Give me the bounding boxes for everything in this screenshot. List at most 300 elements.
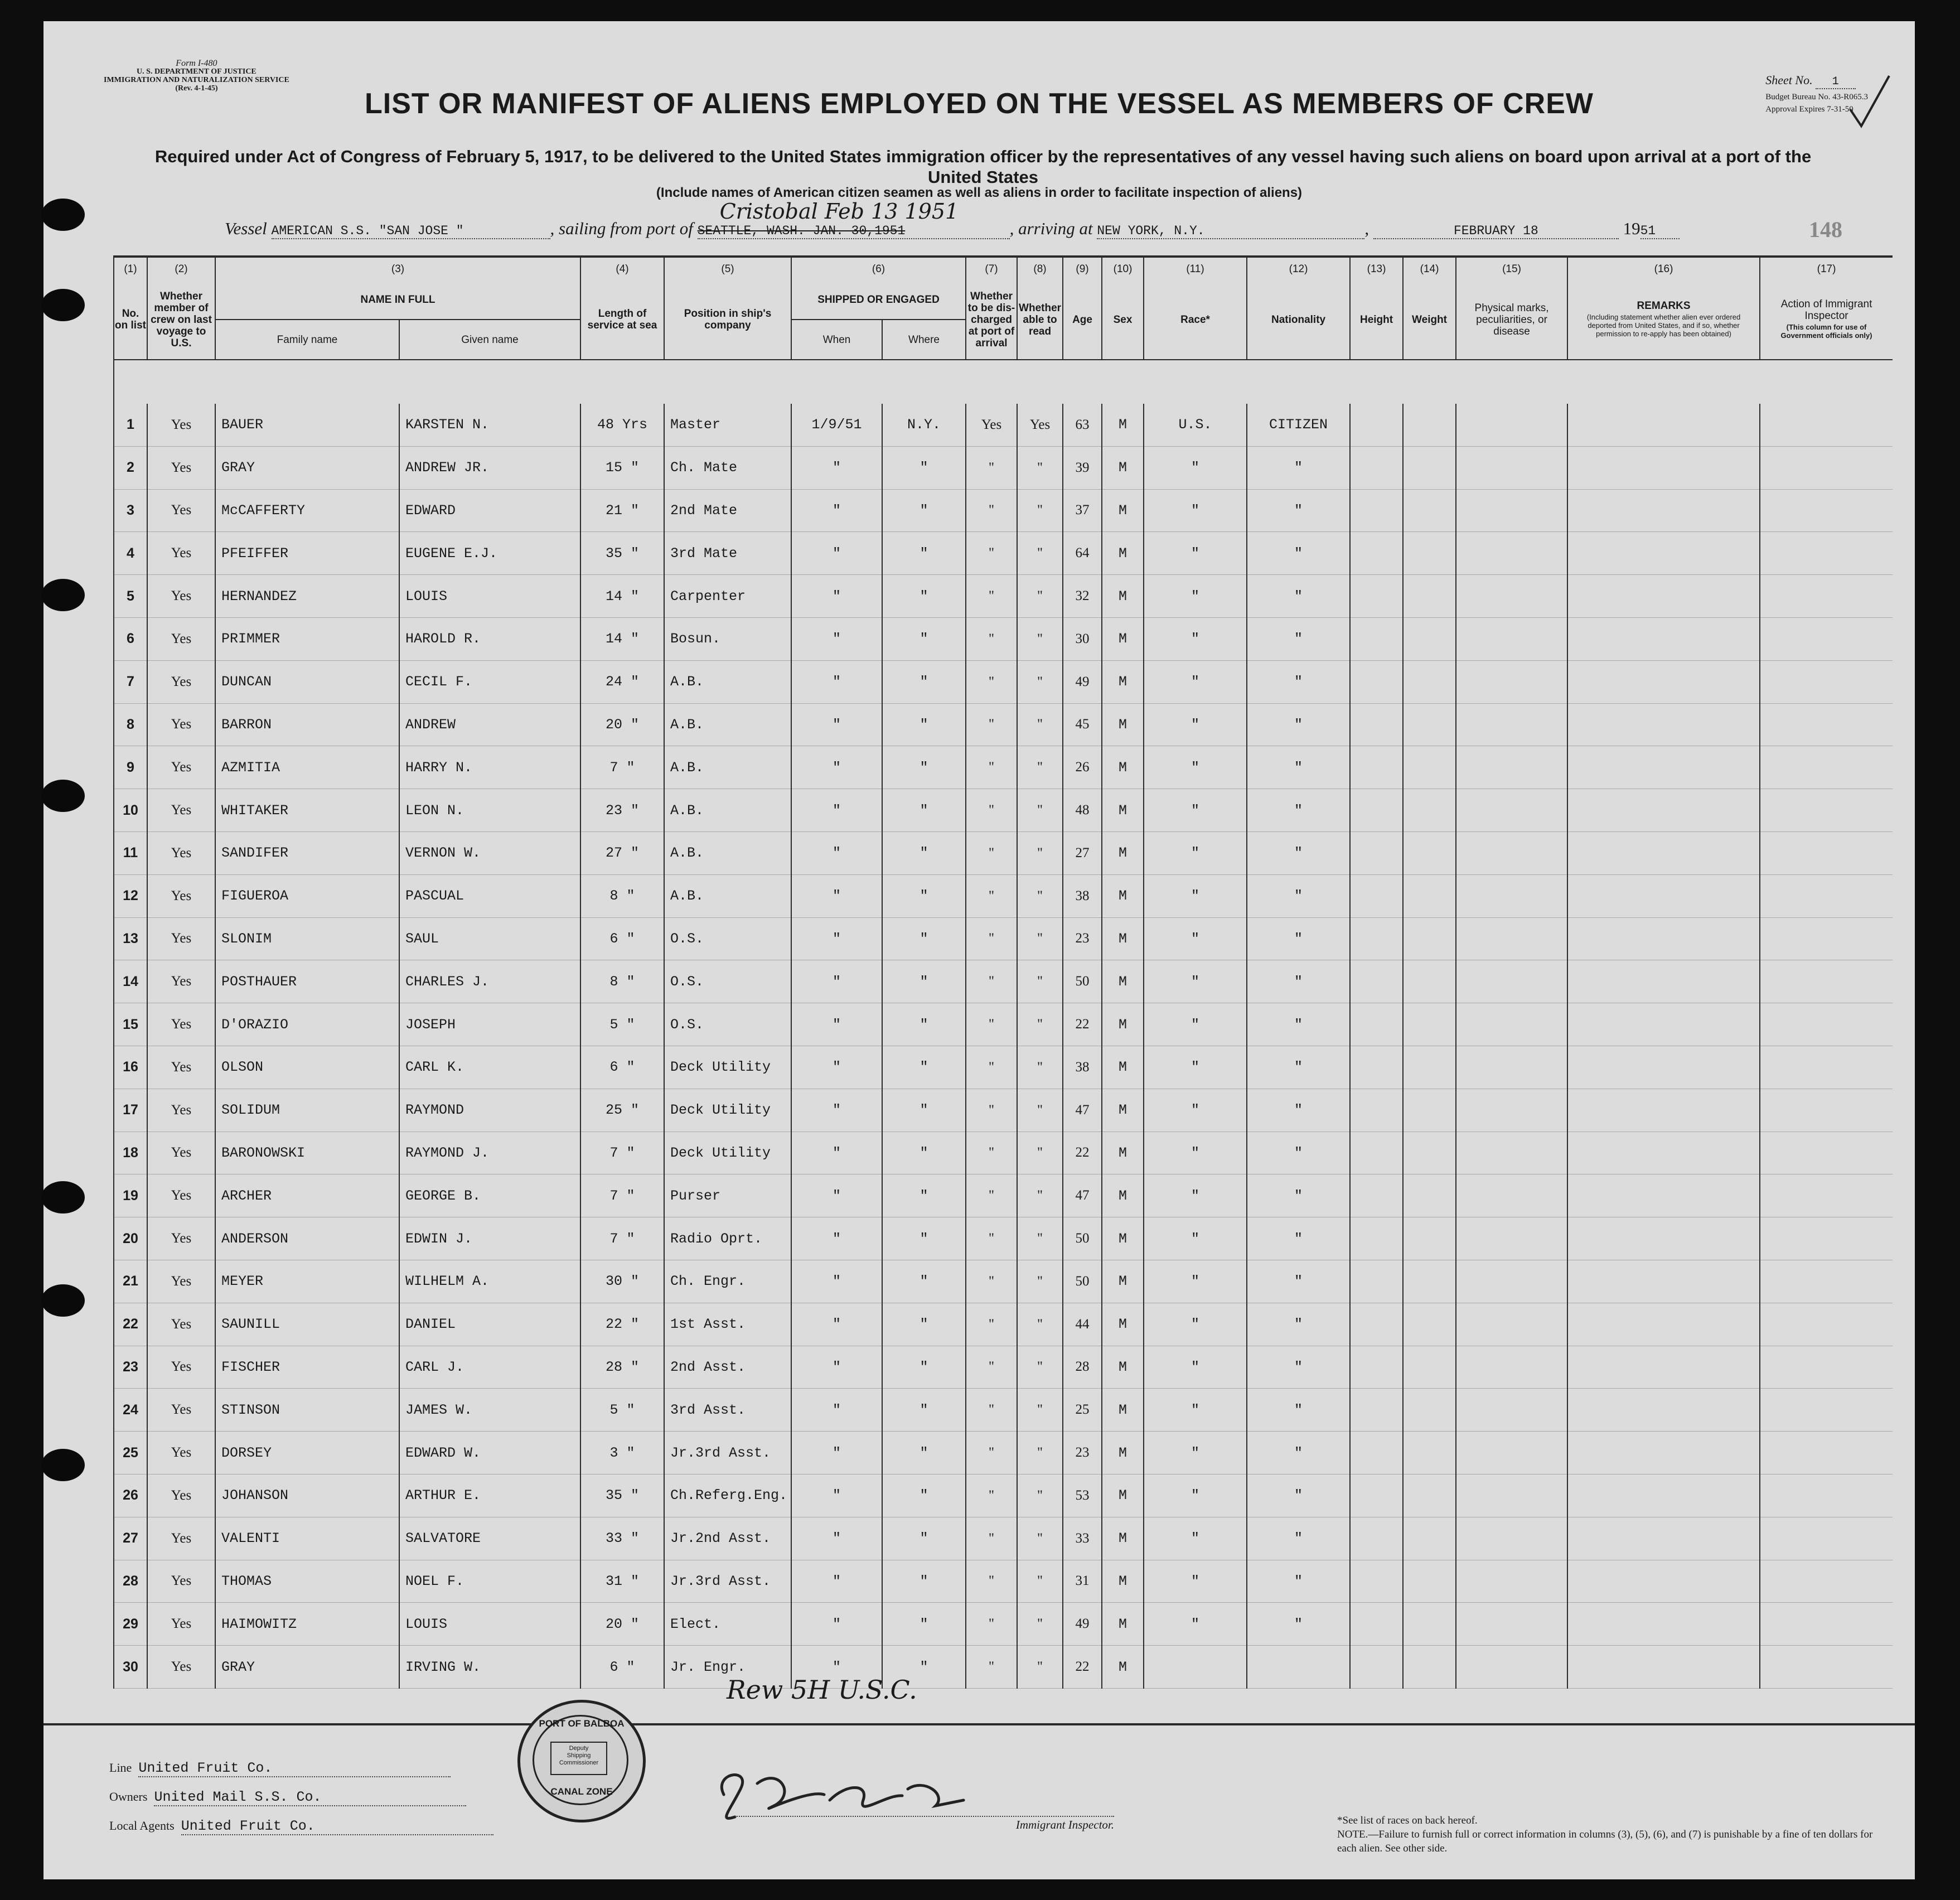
row-age: 28 — [1063, 1346, 1102, 1389]
row-length-service: 22 " — [580, 1303, 664, 1346]
row-nationality — [1247, 1646, 1350, 1689]
row-age: 45 — [1063, 703, 1102, 746]
row-age: 26 — [1063, 746, 1102, 789]
row-nationality: CITIZEN — [1247, 404, 1350, 446]
sheet-value: 1 — [1816, 75, 1856, 89]
row-discharged: " — [966, 874, 1017, 917]
row-remarks — [1567, 1260, 1760, 1303]
row-number: 4 — [114, 532, 147, 575]
row-family-name: JOHANSON — [215, 1474, 399, 1517]
row-member-last-voyage: Yes — [147, 1474, 215, 1517]
row-action — [1760, 703, 1893, 746]
row-discharged: " — [966, 1217, 1017, 1260]
header-discharged: Whether to be dis-charged at port of arrival — [966, 280, 1017, 360]
row-remarks — [1567, 1046, 1760, 1089]
row-discharged: " — [966, 1003, 1017, 1046]
row-action — [1760, 1432, 1893, 1474]
row-nationality: " — [1247, 489, 1350, 532]
row-where: " — [882, 617, 966, 660]
row-when: " — [791, 532, 882, 575]
row-nationality: " — [1247, 1603, 1350, 1646]
row-physical-marks — [1456, 1389, 1567, 1432]
row-weight — [1403, 1474, 1456, 1517]
row-nationality: " — [1247, 532, 1350, 575]
row-sex: M — [1102, 404, 1144, 446]
action-title: Action of Immigrant Inspector — [1780, 298, 1872, 322]
row-number: 22 — [114, 1303, 147, 1346]
row-physical-marks — [1456, 575, 1567, 618]
row-where: " — [882, 1303, 966, 1346]
row-where: " — [882, 1474, 966, 1517]
row-sex: M — [1102, 1646, 1144, 1689]
row-number: 3 — [114, 489, 147, 532]
row-length-service: 8 " — [580, 874, 664, 917]
row-race: " — [1144, 1174, 1247, 1217]
row-action — [1760, 660, 1893, 703]
row-remarks — [1567, 617, 1760, 660]
row-family-name: D'ORAZIO — [215, 1003, 399, 1046]
row-member-last-voyage: Yes — [147, 1346, 215, 1389]
row-sex: M — [1102, 960, 1144, 1003]
table-row — [114, 1089, 1893, 1132]
row-length-service: 35 " — [580, 1474, 664, 1517]
row-position: Jr.2nd Asst. — [664, 1517, 791, 1560]
table-row — [114, 446, 1893, 489]
row-where: " — [882, 1603, 966, 1646]
row-sex: M — [1102, 874, 1144, 917]
row-physical-marks — [1456, 404, 1567, 446]
table-row — [114, 746, 1893, 789]
row-where: " — [882, 1132, 966, 1174]
footnote — [1337, 1814, 1884, 1855]
row-where: " — [882, 1389, 966, 1432]
table-row — [114, 1003, 1893, 1046]
row-length-service: 8 " — [580, 960, 664, 1003]
row-age: 50 — [1063, 1260, 1102, 1303]
row-height — [1350, 917, 1403, 960]
row-weight — [1403, 1003, 1456, 1046]
port-from-handwritten: Cristobal Feb 13 1951 — [719, 199, 959, 224]
row-height — [1350, 703, 1403, 746]
col-11-number: (11) — [1144, 257, 1247, 280]
row-sex: M — [1102, 1003, 1144, 1046]
table-row — [114, 917, 1893, 960]
col-16-number: (16) — [1567, 257, 1760, 280]
row-number: 11 — [114, 831, 147, 874]
row-physical-marks — [1456, 746, 1567, 789]
col-5-number: (5) — [664, 257, 791, 280]
header-when: When — [791, 320, 882, 360]
row-remarks — [1567, 1132, 1760, 1174]
row-physical-marks — [1456, 489, 1567, 532]
row-remarks — [1567, 1346, 1760, 1389]
row-given-name: ARTHUR E. — [399, 1474, 580, 1517]
row-family-name: WHITAKER — [215, 789, 399, 832]
row-able-read: " — [1017, 446, 1063, 489]
row-age: 25 — [1063, 1389, 1102, 1432]
row-height — [1350, 660, 1403, 703]
row-height — [1350, 1560, 1403, 1603]
row-where: " — [882, 575, 966, 618]
row-length-service: 5 " — [580, 1389, 664, 1432]
punch-hole — [41, 1181, 85, 1214]
row-height — [1350, 831, 1403, 874]
row-weight — [1403, 446, 1456, 489]
row-where: " — [882, 1646, 966, 1689]
row-action — [1760, 1646, 1893, 1689]
row-number: 26 — [114, 1474, 147, 1517]
row-physical-marks — [1456, 831, 1567, 874]
row-given-name: EDWARD W. — [399, 1432, 580, 1474]
row-race: " — [1144, 532, 1247, 575]
table-row — [114, 789, 1893, 832]
handwritten-note: Rew 5H U.S.C. — [727, 1675, 917, 1705]
row-remarks — [1567, 1389, 1760, 1432]
header-action — [1760, 280, 1893, 360]
row-height — [1350, 1432, 1403, 1474]
row-number: 17 — [114, 1089, 147, 1132]
row-height — [1350, 1389, 1403, 1432]
row-race: " — [1144, 1132, 1247, 1174]
row-given-name: LEON N. — [399, 789, 580, 832]
row-height — [1350, 1474, 1403, 1517]
row-number: 27 — [114, 1517, 147, 1560]
header-nationality: Nationality — [1247, 280, 1350, 360]
row-sex: M — [1102, 746, 1144, 789]
row-age: 23 — [1063, 1432, 1102, 1474]
row-member-last-voyage: Yes — [147, 917, 215, 960]
row-remarks — [1567, 789, 1760, 832]
row-race: " — [1144, 660, 1247, 703]
row-nationality: " — [1247, 1517, 1350, 1560]
row-given-name: LOUIS — [399, 1603, 580, 1646]
row-able-read: " — [1017, 1046, 1063, 1089]
row-weight — [1403, 1432, 1456, 1474]
row-discharged: " — [966, 703, 1017, 746]
row-given-name: VERNON W. — [399, 831, 580, 874]
footnote-note: NOTE.—Failure to furnish full or correct information in columns (3), (5), (6), and (7) is punishable by a fine of ten dollars for each alien. See other side. — [1337, 1829, 1873, 1854]
header-physical-marks: Physical marks, peculiarities, or disease — [1456, 280, 1567, 360]
row-physical-marks — [1456, 1603, 1567, 1646]
row-when: " — [791, 1474, 882, 1517]
row-race: " — [1144, 831, 1247, 874]
row-number: 12 — [114, 874, 147, 917]
row-family-name: SAUNILL — [215, 1303, 399, 1346]
stamp-inner-3: Commissioner — [559, 1759, 599, 1766]
header-length-service: Length of service at sea — [580, 280, 664, 360]
row-nationality: " — [1247, 1003, 1350, 1046]
row-member-last-voyage: Yes — [147, 1517, 215, 1560]
row-remarks — [1567, 1174, 1760, 1217]
row-member-last-voyage: Yes — [147, 831, 215, 874]
row-position: Jr.3rd Asst. — [664, 1432, 791, 1474]
row-action — [1760, 1174, 1893, 1217]
row-weight — [1403, 917, 1456, 960]
row-length-service: 33 " — [580, 1517, 664, 1560]
col-15-number: (15) — [1456, 257, 1567, 280]
row-physical-marks — [1456, 1560, 1567, 1603]
row-member-last-voyage: Yes — [147, 1260, 215, 1303]
row-physical-marks — [1456, 1517, 1567, 1560]
row-age: 22 — [1063, 1132, 1102, 1174]
row-height — [1350, 1346, 1403, 1389]
row-number: 1 — [114, 404, 147, 446]
row-race — [1144, 1646, 1247, 1689]
col-13-number: (13) — [1350, 257, 1403, 280]
row-weight — [1403, 1517, 1456, 1560]
row-member-last-voyage: Yes — [147, 660, 215, 703]
row-height — [1350, 489, 1403, 532]
row-remarks — [1567, 874, 1760, 917]
footnote-races: *See list of races on back hereof. — [1337, 1815, 1478, 1826]
row-given-name: EUGENE E.J. — [399, 532, 580, 575]
row-family-name: DORSEY — [215, 1432, 399, 1474]
row-sex: M — [1102, 532, 1144, 575]
table-row — [114, 1346, 1893, 1389]
row-action — [1760, 1303, 1893, 1346]
row-remarks — [1567, 1303, 1760, 1346]
row-nationality: " — [1247, 1132, 1350, 1174]
row-when: " — [791, 1260, 882, 1303]
page-title: LIST OR MANIFEST OF ALIENS EMPLOYED ON THE VESSEL AS MEMBERS OF CREW — [365, 88, 1594, 120]
row-weight — [1403, 1560, 1456, 1603]
row-when: " — [791, 1217, 882, 1260]
row-nationality: " — [1247, 1389, 1350, 1432]
row-given-name: SALVATORE — [399, 1517, 580, 1560]
row-member-last-voyage: Yes — [147, 1174, 215, 1217]
row-action — [1760, 1003, 1893, 1046]
row-age: 63 — [1063, 404, 1102, 446]
header-where: Where — [882, 320, 966, 360]
row-discharged: " — [966, 1432, 1017, 1474]
header-family-name: Family name — [215, 320, 399, 360]
row-physical-marks — [1456, 960, 1567, 1003]
row-action — [1760, 575, 1893, 618]
row-where: " — [882, 1260, 966, 1303]
row-race: " — [1144, 1046, 1247, 1089]
row-weight — [1403, 746, 1456, 789]
row-sex: M — [1102, 917, 1144, 960]
row-height — [1350, 1046, 1403, 1089]
row-physical-marks — [1456, 874, 1567, 917]
row-race: " — [1144, 617, 1247, 660]
row-where: " — [882, 660, 966, 703]
row-given-name: ANDREW JR. — [399, 446, 580, 489]
row-physical-marks — [1456, 617, 1567, 660]
row-family-name: PRIMMER — [215, 617, 399, 660]
row-weight — [1403, 1303, 1456, 1346]
row-where: " — [882, 1003, 966, 1046]
row-where: " — [882, 1217, 966, 1260]
header-no-on-list: No. on list — [114, 280, 147, 360]
row-given-name: JAMES W. — [399, 1389, 580, 1432]
row-family-name: AZMITIA — [215, 746, 399, 789]
row-where: " — [882, 789, 966, 832]
approval-expires: Approval Expires 7-31-50 — [1765, 105, 1853, 114]
row-when: " — [791, 960, 882, 1003]
row-family-name: STINSON — [215, 1389, 399, 1432]
row-remarks — [1567, 1003, 1760, 1046]
port-from: SEATTLE, WASH. JAN. 30,1951 Cristobal Feb 13 1951 — [698, 224, 1010, 239]
row-race: " — [1144, 1346, 1247, 1389]
row-age: 50 — [1063, 1217, 1102, 1260]
row-given-name: SAUL — [399, 917, 580, 960]
agents-value: United Fruit Co. — [181, 1818, 493, 1835]
row-number: 7 — [114, 660, 147, 703]
vessel-label: Vessel — [225, 219, 267, 238]
row-nationality: " — [1247, 960, 1350, 1003]
row-height — [1350, 1217, 1403, 1260]
row-discharged: " — [966, 532, 1017, 575]
row-length-service: 30 " — [580, 1260, 664, 1303]
table-row — [114, 1432, 1893, 1474]
row-member-last-voyage: Yes — [147, 1003, 215, 1046]
row-weight — [1403, 1217, 1456, 1260]
row-length-service: 23 " — [580, 789, 664, 832]
row-race: " — [1144, 446, 1247, 489]
row-length-service: 14 " — [580, 617, 664, 660]
row-remarks — [1567, 404, 1760, 446]
row-given-name: DANIEL — [399, 1303, 580, 1346]
row-when: " — [791, 1003, 882, 1046]
row-age: 49 — [1063, 660, 1102, 703]
row-when: " — [791, 1046, 882, 1089]
row-length-service: 24 " — [580, 660, 664, 703]
remarks-note: (Including statement whether alien ever ordered deported from United States, and if so, whether permission to re-apply has been obtained) — [1586, 313, 1741, 338]
header-sex: Sex — [1102, 280, 1144, 360]
line-row — [109, 1760, 451, 1777]
row-physical-marks — [1456, 1089, 1567, 1132]
row-when: " — [791, 1346, 882, 1389]
row-given-name: PASCUAL — [399, 874, 580, 917]
punch-hole — [41, 199, 85, 231]
row-where: " — [882, 960, 966, 1003]
row-position: 3rd Asst. — [664, 1389, 791, 1432]
col-7-number: (7) — [966, 257, 1017, 280]
row-height — [1350, 404, 1403, 446]
row-member-last-voyage: Yes — [147, 404, 215, 446]
col-1-number: (1) — [114, 257, 147, 280]
row-where: " — [882, 1560, 966, 1603]
row-height — [1350, 746, 1403, 789]
table-row — [114, 1260, 1893, 1303]
row-race: U.S. — [1144, 404, 1247, 446]
row-able-read: " — [1017, 1517, 1063, 1560]
col-17-number: (17) — [1760, 257, 1893, 280]
row-member-last-voyage: Yes — [147, 617, 215, 660]
row-age: 64 — [1063, 532, 1102, 575]
row-remarks — [1567, 1603, 1760, 1646]
crew-rows — [114, 360, 1893, 1688]
col-14-number: (14) — [1403, 257, 1456, 280]
row-action — [1760, 960, 1893, 1003]
row-sex: M — [1102, 1303, 1144, 1346]
row-position: Ch.Referg.Eng. — [664, 1474, 791, 1517]
row-family-name: FISCHER — [215, 1346, 399, 1389]
row-where: " — [882, 703, 966, 746]
row-nationality: " — [1247, 874, 1350, 917]
row-able-read: " — [1017, 1560, 1063, 1603]
row-sex: M — [1102, 1089, 1144, 1132]
row-position: Jr. Engr. — [664, 1646, 791, 1689]
row-discharged: " — [966, 1174, 1017, 1217]
header-name-in-full: NAME IN FULL — [215, 280, 580, 320]
row-nationality: " — [1247, 1474, 1350, 1517]
row-able-read: " — [1017, 1646, 1063, 1689]
row-nationality: " — [1247, 575, 1350, 618]
row-position: O.S. — [664, 917, 791, 960]
row-given-name: KARSTEN N. — [399, 404, 580, 446]
agents-label: Local Agents — [109, 1819, 175, 1833]
row-nationality: " — [1247, 1260, 1350, 1303]
row-length-service: 28 " — [580, 1346, 664, 1389]
row-family-name: POSTHAUER — [215, 960, 399, 1003]
row-weight — [1403, 1174, 1456, 1217]
row-height — [1350, 1603, 1403, 1646]
table-row — [114, 1389, 1893, 1432]
row-position: Deck Utility — [664, 1132, 791, 1174]
row-remarks — [1567, 575, 1760, 618]
row-member-last-voyage: Yes — [147, 746, 215, 789]
row-nationality: " — [1247, 1346, 1350, 1389]
header-shipped-engaged: SHIPPED OR ENGAGED — [791, 280, 966, 320]
row-weight — [1403, 874, 1456, 917]
year-value: 51 — [1640, 224, 1680, 239]
row-remarks — [1567, 917, 1760, 960]
row-position: 2nd Asst. — [664, 1346, 791, 1389]
row-length-service: 7 " — [580, 1132, 664, 1174]
row-age: 53 — [1063, 1474, 1102, 1517]
row-length-service: 7 " — [580, 746, 664, 789]
table-row — [114, 404, 1893, 446]
row-height — [1350, 532, 1403, 575]
row-length-service: 35 " — [580, 532, 664, 575]
form-number: Form I-480 — [176, 59, 217, 68]
row-given-name: RAYMOND J. — [399, 1132, 580, 1174]
row-given-name: HAROLD R. — [399, 617, 580, 660]
header-given-name: Given name — [399, 320, 580, 360]
row-nationality: " — [1247, 831, 1350, 874]
row-physical-marks — [1456, 917, 1567, 960]
row-discharged: " — [966, 1303, 1017, 1346]
row-action — [1760, 1046, 1893, 1089]
row-discharged: " — [966, 1474, 1017, 1517]
row-nationality: " — [1247, 1089, 1350, 1132]
row-sex: M — [1102, 575, 1144, 618]
row-given-name: IRVING W. — [399, 1646, 580, 1689]
row-number: 19 — [114, 1174, 147, 1217]
row-discharged: " — [966, 960, 1017, 1003]
row-when: " — [791, 1303, 882, 1346]
row-age: 37 — [1063, 489, 1102, 532]
row-age: 49 — [1063, 1603, 1102, 1646]
row-able-read: " — [1017, 874, 1063, 917]
row-when: " — [791, 1132, 882, 1174]
row-height — [1350, 617, 1403, 660]
row-race: " — [1144, 1603, 1247, 1646]
table-row — [114, 1603, 1893, 1646]
row-race: " — [1144, 874, 1247, 917]
owners-row — [109, 1789, 466, 1806]
row-given-name: EDWARD — [399, 489, 580, 532]
row-given-name: LOUIS — [399, 575, 580, 618]
form-dept: U. S. DEPARTMENT OF JUSTICE — [137, 67, 257, 76]
row-when: " — [791, 1517, 882, 1560]
row-position: Jr.3rd Asst. — [664, 1560, 791, 1603]
row-physical-marks — [1456, 1003, 1567, 1046]
row-position: Radio Oprt. — [664, 1217, 791, 1260]
row-when: " — [791, 1174, 882, 1217]
